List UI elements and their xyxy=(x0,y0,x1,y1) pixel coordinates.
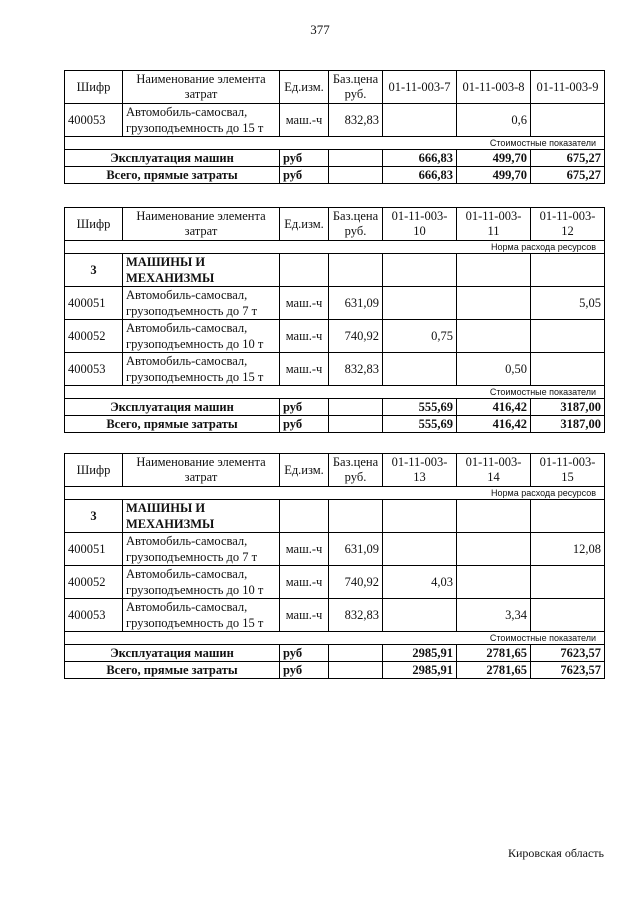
group-code: 3 xyxy=(65,254,123,287)
group-code: 3 xyxy=(65,500,123,533)
row-code: 400052 xyxy=(65,566,123,599)
row-unit: маш.-ч xyxy=(280,320,329,353)
empty-cell xyxy=(329,254,383,287)
row-value-1 xyxy=(383,353,457,386)
row-value-2: 3,34 xyxy=(457,599,531,632)
exploit-price xyxy=(329,645,383,662)
total-price xyxy=(329,662,383,679)
exploit-value-1: 2985,91 xyxy=(383,645,457,662)
row-value-1 xyxy=(383,533,457,566)
header-code: Шифр xyxy=(65,208,123,241)
exploit-row xyxy=(65,645,605,662)
empty-cell xyxy=(383,254,457,287)
header-name: Наименование элемента затрат xyxy=(123,208,280,241)
total-price xyxy=(329,416,383,433)
header-price: Баз.цена руб. xyxy=(329,208,383,241)
header-unit: Ед.изм. xyxy=(280,71,329,104)
page-number: 377 xyxy=(310,22,330,37)
footer-region: Кировская область xyxy=(507,846,604,860)
header-column-1: 01-11-003-7 xyxy=(383,71,457,104)
total-value-3: 675,27 xyxy=(531,167,605,184)
exploit-value-3: 675,27 xyxy=(531,150,605,167)
header-column-3: 01-11-003-12 xyxy=(531,208,605,241)
section-cost-label: Стоимостные показатели xyxy=(65,386,605,399)
row-code: 400053 xyxy=(65,599,123,632)
exploit-row xyxy=(65,399,605,416)
row-value-3: 12,08 xyxy=(531,533,605,566)
total-row xyxy=(65,167,605,184)
row-value-3 xyxy=(531,320,605,353)
header-column-2: 01-11-003-8 xyxy=(457,71,531,104)
table-row xyxy=(65,533,605,566)
header-unit: Ед.изм. xyxy=(280,454,329,487)
header-column-1: 01-11-003-13 xyxy=(383,454,457,487)
row-name: Автомобиль-самосвал, грузоподъемность до 15 т xyxy=(123,353,280,386)
row-value-2: 0,6 xyxy=(457,104,531,137)
exploit-value-2: 2781,65 xyxy=(457,645,531,662)
row-value-2 xyxy=(457,287,531,320)
header-column-1: 01-11-003-10 xyxy=(383,208,457,241)
total-value-1: 2985,91 xyxy=(383,662,457,679)
row-unit: маш.-ч xyxy=(280,566,329,599)
row-unit: маш.-ч xyxy=(280,599,329,632)
total-unit: руб xyxy=(280,416,329,433)
group-name: МАШИНЫ И МЕХАНИЗМЫ xyxy=(123,500,280,533)
row-value-2 xyxy=(457,566,531,599)
section-norm-row xyxy=(65,241,605,254)
header-row xyxy=(65,454,605,487)
row-code: 400051 xyxy=(65,287,123,320)
row-value-2 xyxy=(457,320,531,353)
header-row xyxy=(65,208,605,241)
header-column-3: 01-11-003-15 xyxy=(531,454,605,487)
section-norm-label: Норма расхода ресурсов xyxy=(65,487,605,500)
row-unit: маш.-ч xyxy=(280,104,329,137)
empty-cell xyxy=(457,254,531,287)
row-unit: маш.-ч xyxy=(280,287,329,320)
table-row xyxy=(65,353,605,386)
cost-table-1 xyxy=(64,70,604,184)
row-name: Автомобиль-самосвал, грузоподъемность до 10 т xyxy=(123,320,280,353)
total-value-2: 2781,65 xyxy=(457,662,531,679)
row-name: Автомобиль-самосвал, грузоподъемность до 15 т xyxy=(123,599,280,632)
exploit-value-3: 7623,57 xyxy=(531,645,605,662)
empty-cell xyxy=(280,500,329,533)
empty-cell xyxy=(457,500,531,533)
total-label: Всего, прямые затраты xyxy=(65,167,280,184)
row-value-3 xyxy=(531,599,605,632)
row-value-3 xyxy=(531,104,605,137)
header-name: Наименование элемента затрат xyxy=(123,454,280,487)
exploit-price xyxy=(329,150,383,167)
row-price: 740,92 xyxy=(329,566,383,599)
row-price: 832,83 xyxy=(329,599,383,632)
table-row xyxy=(65,104,605,137)
cost-table-2 xyxy=(64,207,604,433)
group-row xyxy=(65,500,605,533)
section-cost-row xyxy=(65,137,605,150)
group-row xyxy=(65,254,605,287)
row-value-3: 5,05 xyxy=(531,287,605,320)
header-code: Шифр xyxy=(65,71,123,104)
section-cost-label: Стоимостные показатели xyxy=(65,137,605,150)
exploit-unit: руб xyxy=(280,399,329,416)
table-row xyxy=(65,287,605,320)
exploit-label: Эксплуатация машин xyxy=(65,150,280,167)
header-unit: Ед.изм. xyxy=(280,208,329,241)
resource-table xyxy=(64,70,605,184)
resource-table xyxy=(64,207,605,433)
header-column-2: 01-11-003-14 xyxy=(457,454,531,487)
empty-cell xyxy=(531,254,605,287)
row-value-1: 0,75 xyxy=(383,320,457,353)
row-code: 400053 xyxy=(65,104,123,137)
exploit-value-2: 499,70 xyxy=(457,150,531,167)
empty-cell xyxy=(329,500,383,533)
section-cost-label: Стоимостные показатели xyxy=(65,632,605,645)
row-name: Автомобиль-самосвал, грузоподъемность до 15 т xyxy=(123,104,280,137)
row-unit: маш.-ч xyxy=(280,533,329,566)
total-label: Всего, прямые затраты xyxy=(65,662,280,679)
total-value-2: 416,42 xyxy=(457,416,531,433)
exploit-unit: руб xyxy=(280,645,329,662)
row-price: 832,83 xyxy=(329,353,383,386)
row-name: Автомобиль-самосвал, грузоподъемность до 10 т xyxy=(123,566,280,599)
total-row xyxy=(65,662,605,679)
section-cost-row xyxy=(65,386,605,399)
row-name: Автомобиль-самосвал, грузоподъемность до 7 т xyxy=(123,287,280,320)
section-cost-row xyxy=(65,632,605,645)
row-value-3 xyxy=(531,353,605,386)
total-row xyxy=(65,416,605,433)
exploit-label: Эксплуатация машин xyxy=(65,645,280,662)
exploit-row xyxy=(65,150,605,167)
cost-table-3 xyxy=(64,453,604,679)
row-code: 400051 xyxy=(65,533,123,566)
row-value-1 xyxy=(383,287,457,320)
empty-cell xyxy=(531,500,605,533)
header-row xyxy=(65,71,605,104)
total-unit: руб xyxy=(280,167,329,184)
header-price: Баз.цена руб. xyxy=(329,454,383,487)
table-row xyxy=(65,599,605,632)
header-name: Наименование элемента затрат xyxy=(123,71,280,104)
row-value-1 xyxy=(383,599,457,632)
table-row xyxy=(65,320,605,353)
total-label: Всего, прямые затраты xyxy=(65,416,280,433)
header-column-2: 01-11-003-11 xyxy=(457,208,531,241)
row-price: 631,09 xyxy=(329,287,383,320)
total-value-1: 666,83 xyxy=(383,167,457,184)
empty-cell xyxy=(280,254,329,287)
row-price: 832,83 xyxy=(329,104,383,137)
row-code: 400053 xyxy=(65,353,123,386)
header-code: Шифр xyxy=(65,454,123,487)
total-value-1: 555,69 xyxy=(383,416,457,433)
row-price: 631,09 xyxy=(329,533,383,566)
exploit-unit: руб xyxy=(280,150,329,167)
exploit-value-3: 3187,00 xyxy=(531,399,605,416)
exploit-label: Эксплуатация машин xyxy=(65,399,280,416)
row-value-1: 4,03 xyxy=(383,566,457,599)
row-value-1 xyxy=(383,104,457,137)
row-price: 740,92 xyxy=(329,320,383,353)
section-norm-label: Норма расхода ресурсов xyxy=(65,241,605,254)
empty-cell xyxy=(383,500,457,533)
section-norm-row xyxy=(65,487,605,500)
total-value-2: 499,70 xyxy=(457,167,531,184)
header-column-3: 01-11-003-9 xyxy=(531,71,605,104)
row-code: 400052 xyxy=(65,320,123,353)
row-value-2 xyxy=(457,533,531,566)
total-price xyxy=(329,167,383,184)
total-value-3: 3187,00 xyxy=(531,416,605,433)
row-unit: маш.-ч xyxy=(280,353,329,386)
row-name: Автомобиль-самосвал, грузоподъемность до 7 т xyxy=(123,533,280,566)
table-row xyxy=(65,566,605,599)
exploit-value-2: 416,42 xyxy=(457,399,531,416)
total-value-3: 7623,57 xyxy=(531,662,605,679)
group-name: МАШИНЫ И МЕХАНИЗМЫ xyxy=(123,254,280,287)
row-value-2: 0,50 xyxy=(457,353,531,386)
resource-table xyxy=(64,453,605,679)
exploit-value-1: 555,69 xyxy=(383,399,457,416)
exploit-value-1: 666,83 xyxy=(383,150,457,167)
header-price: Баз.цена руб. xyxy=(329,71,383,104)
exploit-price xyxy=(329,399,383,416)
row-value-3 xyxy=(531,566,605,599)
total-unit: руб xyxy=(280,662,329,679)
